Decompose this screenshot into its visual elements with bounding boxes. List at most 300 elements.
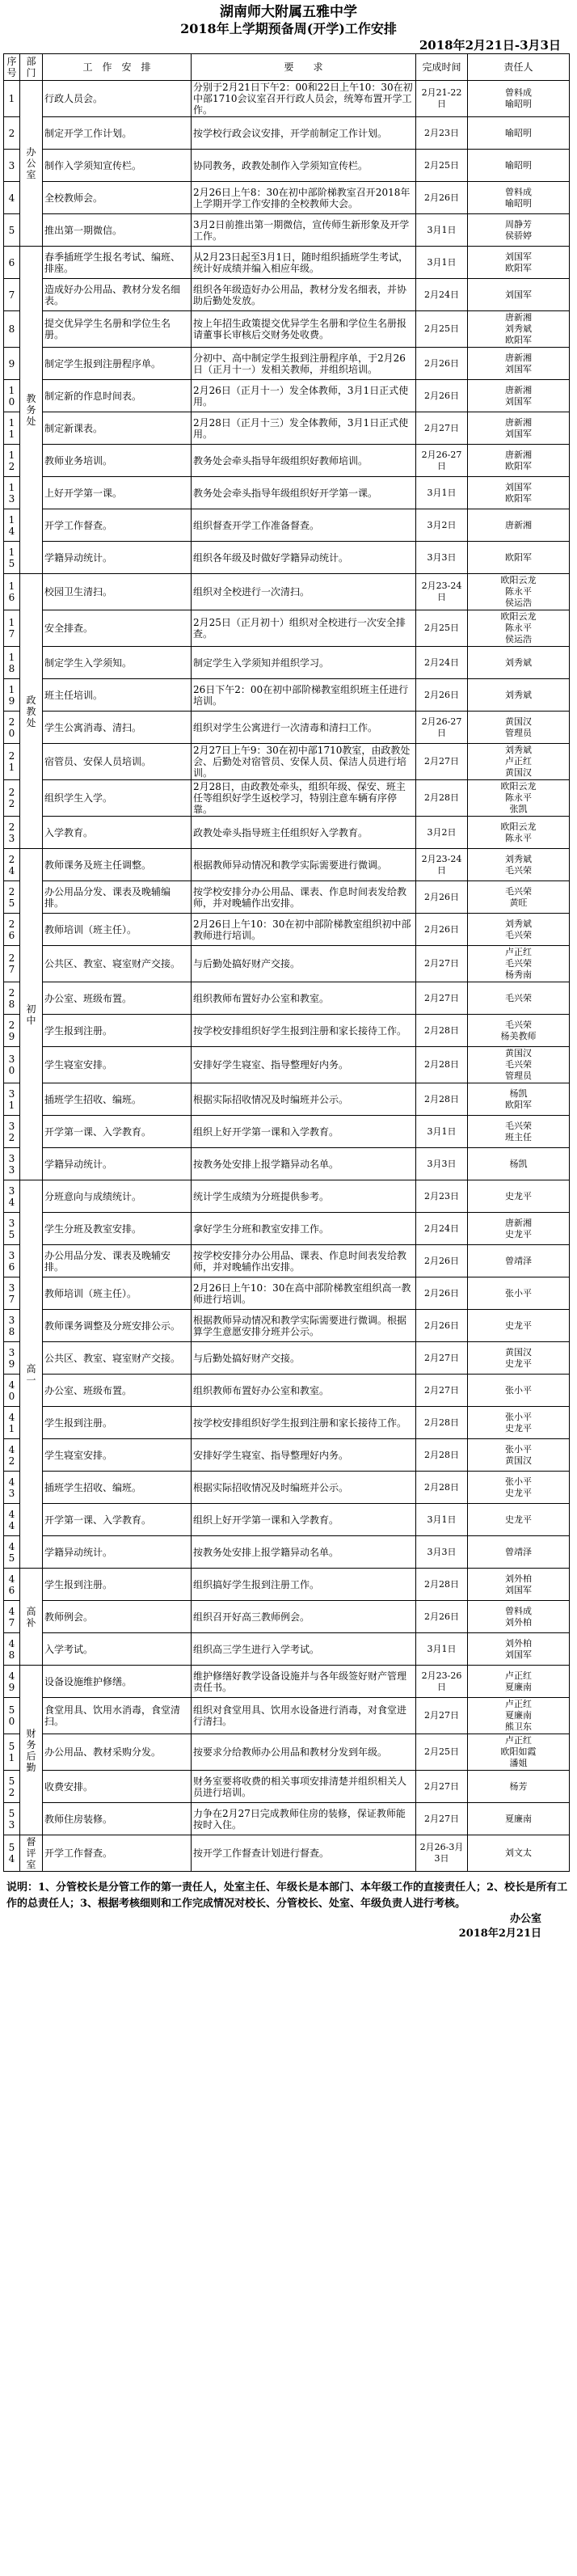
table-row bbox=[4, 1504, 570, 1536]
responsible-cell: 欧阳云龙 陈永平 张凯 bbox=[468, 780, 570, 817]
row-number: 30 bbox=[4, 1047, 20, 1083]
completion-time-cell: 3月1日 bbox=[416, 1504, 468, 1536]
completion-time-cell: 2月27日 bbox=[416, 946, 468, 982]
completion-time-cell: 2月28日 bbox=[416, 780, 468, 817]
table-row bbox=[4, 1116, 570, 1148]
requirement-cell: 与后勤处搞好财产交接。 bbox=[192, 1342, 416, 1375]
responsible-cell: 史龙平 bbox=[468, 1310, 570, 1342]
row-number: 45 bbox=[4, 1536, 20, 1569]
completion-time-cell: 2月23日 bbox=[416, 1180, 468, 1213]
responsible-cell: 毛兴荣 bbox=[468, 982, 570, 1015]
table-row bbox=[4, 1633, 570, 1666]
document-title: 2018年上学期预备周(开学)工作安排 bbox=[180, 21, 397, 36]
department-cell: 办 公 室 bbox=[20, 81, 43, 247]
task-cell: 制定开学工作计划。 bbox=[43, 117, 192, 150]
row-number: 42 bbox=[4, 1439, 20, 1472]
row-number: 1 bbox=[4, 81, 20, 117]
task-cell: 学生寝室安排。 bbox=[43, 1047, 192, 1083]
table-row bbox=[4, 1047, 570, 1083]
task-cell: 教师培训（班主任）。 bbox=[43, 1277, 192, 1310]
row-number: 8 bbox=[4, 311, 20, 348]
completion-time-cell: 2月28日 bbox=[416, 1407, 468, 1439]
responsible-cell: 刘秀斌 卢正红 黄国汉 bbox=[468, 744, 570, 780]
row-number: 28 bbox=[4, 982, 20, 1015]
completion-time-cell: 3月2日 bbox=[416, 817, 468, 849]
row-number: 36 bbox=[4, 1245, 20, 1277]
completion-time-cell: 3月1日 bbox=[416, 247, 468, 279]
responsible-cell: 刘外柏 刘国军 bbox=[468, 1569, 570, 1601]
completion-time-cell: 2月28日 bbox=[416, 1439, 468, 1472]
requirement-cell: 组织上好开学第一课和入学教育。 bbox=[192, 1116, 416, 1148]
responsible-cell: 黄国汉 管理员 bbox=[468, 712, 570, 744]
row-number: 26 bbox=[4, 914, 20, 946]
table-row bbox=[4, 1083, 570, 1116]
col-header-time: 完成时间 bbox=[416, 54, 468, 81]
completion-time-cell: 2月23日 bbox=[416, 117, 468, 150]
task-cell: 制定新课表。 bbox=[43, 412, 192, 445]
responsible-cell: 史龙平 bbox=[468, 1180, 570, 1213]
task-cell: 插班学生招收、编班。 bbox=[43, 1472, 192, 1504]
responsible-cell: 刘国军 欧阳军 bbox=[468, 477, 570, 509]
task-cell: 校园卫生清扫。 bbox=[43, 574, 192, 610]
footer-office: 办公室 bbox=[509, 1913, 541, 1925]
requirement-cell: 2月25日（正月初十）组织对全校进行一次安全排查。 bbox=[192, 610, 416, 647]
requirement-cell: 力争在2月27日完成教师住房的装修，保证教师能按时入住。 bbox=[192, 1803, 416, 1835]
task-cell: 设备设施维护修缮。 bbox=[43, 1666, 192, 1698]
task-cell: 班主任培训。 bbox=[43, 679, 192, 712]
task-cell: 分班意向与成绩统计。 bbox=[43, 1180, 192, 1213]
responsible-cell: 曾靖泽 bbox=[468, 1245, 570, 1277]
table-row bbox=[4, 1472, 570, 1504]
responsible-cell: 黄国汉 毛兴荣 管理员 bbox=[468, 1047, 570, 1083]
table-row bbox=[4, 311, 570, 348]
table-row bbox=[4, 1407, 570, 1439]
col-header-dept: 部门 bbox=[20, 54, 43, 81]
task-cell: 教师住房装修。 bbox=[43, 1803, 192, 1835]
table-row bbox=[4, 1601, 570, 1633]
schedule-body bbox=[4, 81, 570, 1872]
row-number: 7 bbox=[4, 279, 20, 311]
row-number: 32 bbox=[4, 1116, 20, 1148]
responsible-cell: 刘外柏 刘国军 bbox=[468, 1633, 570, 1666]
task-cell: 学籍异动统计。 bbox=[43, 542, 192, 574]
requirement-cell: 组织高三学生进行入学考试。 bbox=[192, 1633, 416, 1666]
task-cell: 教师培训（班主任）。 bbox=[43, 914, 192, 946]
row-number: 2 bbox=[4, 117, 20, 150]
task-cell: 组织学生入学。 bbox=[43, 780, 192, 817]
row-number: 50 bbox=[4, 1698, 20, 1734]
table-row bbox=[4, 445, 570, 477]
completion-time-cell: 3月1日 bbox=[416, 477, 468, 509]
row-number: 20 bbox=[4, 712, 20, 744]
completion-time-cell: 3月1日 bbox=[416, 214, 468, 247]
table-row bbox=[4, 849, 570, 881]
requirement-cell: 26日下午2：00在初中部阶梯教室组织班主任进行培训。 bbox=[192, 679, 416, 712]
table-row bbox=[4, 1342, 570, 1375]
completion-time-cell: 2月26-3月3日 bbox=[416, 1835, 468, 1872]
row-number: 6 bbox=[4, 247, 20, 279]
row-number: 10 bbox=[4, 380, 20, 412]
col-header-task: 工 作 安 排 bbox=[43, 54, 192, 81]
responsible-cell: 周静芳 侯骄婷 bbox=[468, 214, 570, 247]
table-row bbox=[4, 712, 570, 744]
completion-time-cell: 2月23-26日 bbox=[416, 1666, 468, 1698]
table-row bbox=[4, 1148, 570, 1180]
table-row bbox=[4, 380, 570, 412]
responsible-cell: 欧阳军 bbox=[468, 542, 570, 574]
requirement-cell: 按学校安排组织好学生报到注册和家长接待工作。 bbox=[192, 1015, 416, 1047]
completion-time-cell: 2月27日 bbox=[416, 744, 468, 780]
requirement-cell: 组织搞好学生报到注册工作。 bbox=[192, 1569, 416, 1601]
responsible-cell: 张小平 bbox=[468, 1277, 570, 1310]
requirement-cell: 2月28日（正月十三）发全体教师，3月1日正式使用。 bbox=[192, 412, 416, 445]
responsible-cell: 曾靖泽 bbox=[468, 1536, 570, 1569]
requirement-cell: 统计学生成绩为分班提供参考。 bbox=[192, 1180, 416, 1213]
table-row bbox=[4, 1245, 570, 1277]
responsible-cell: 毛兴荣 黄旺 bbox=[468, 881, 570, 914]
completion-time-cell: 2月26日 bbox=[416, 1277, 468, 1310]
responsible-cell: 毛兴荣 杨美教师 bbox=[468, 1015, 570, 1047]
table-row bbox=[4, 1771, 570, 1803]
row-number: 11 bbox=[4, 412, 20, 445]
completion-time-cell: 2月26日 bbox=[416, 1245, 468, 1277]
task-cell: 学籍异动统计。 bbox=[43, 1536, 192, 1569]
row-number: 24 bbox=[4, 849, 20, 881]
task-cell: 开学第一课、入学教育。 bbox=[43, 1504, 192, 1536]
task-cell: 食堂用具、饮用水消毒，食堂清扫。 bbox=[43, 1698, 192, 1734]
table-row bbox=[4, 1569, 570, 1601]
table-row bbox=[4, 1213, 570, 1245]
requirement-cell: 分别于2月21日下午2：00和22日上午10：30在初中部1710会议室召开行政人员会，统筹布置开学工作。 bbox=[192, 81, 416, 117]
task-cell: 公共区、教室、寝室财产交接。 bbox=[43, 946, 192, 982]
row-number: 33 bbox=[4, 1148, 20, 1180]
completion-time-cell: 2月26日 bbox=[416, 881, 468, 914]
table-row bbox=[4, 279, 570, 311]
table-row bbox=[4, 574, 570, 610]
row-number: 44 bbox=[4, 1504, 20, 1536]
requirement-cell: 制定学生入学须知并组织学习。 bbox=[192, 647, 416, 679]
requirement-cell: 2月26日（正月十一）发全体教师，3月1日正式使用。 bbox=[192, 380, 416, 412]
task-cell: 制定学生报到注册程序单。 bbox=[43, 348, 192, 380]
table-row bbox=[4, 1536, 570, 1569]
task-cell: 教师课务调整及分班安排公示。 bbox=[43, 1310, 192, 1342]
task-cell: 学生分班及教室安排。 bbox=[43, 1213, 192, 1245]
row-number: 14 bbox=[4, 509, 20, 542]
row-number: 25 bbox=[4, 881, 20, 914]
requirement-cell: 教务处会牵头指导年级组织好教师培训。 bbox=[192, 445, 416, 477]
footer-note: 说明：1、分管校长是分管工作的第一责任人，处室主任、年级长是本部门、本年级工作的直接责任人；2、校长是所有工作的总责任人；3、根据考核细则和工作完成情况对校长、分管校长、处室、年级负责人进行考核。 bbox=[6, 1881, 568, 1910]
completion-time-cell: 2月26日 bbox=[416, 380, 468, 412]
task-cell: 学生寝室安排。 bbox=[43, 1439, 192, 1472]
col-header-no: 序号 bbox=[4, 54, 20, 81]
task-cell: 上好开学第一课。 bbox=[43, 477, 192, 509]
completion-time-cell: 2月25日 bbox=[416, 610, 468, 647]
row-number: 51 bbox=[4, 1734, 20, 1771]
row-number: 37 bbox=[4, 1277, 20, 1310]
requirement-cell: 组织督查开学工作准备督查。 bbox=[192, 509, 416, 542]
task-cell: 行政人员会。 bbox=[43, 81, 192, 117]
task-cell: 推出第一期微信。 bbox=[43, 214, 192, 247]
requirement-cell: 按教务处安排上报学籍异动名单。 bbox=[192, 1536, 416, 1569]
completion-time-cell: 2月27日 bbox=[416, 1771, 468, 1803]
completion-time-cell: 2月27日 bbox=[416, 1375, 468, 1407]
task-cell: 入学教育。 bbox=[43, 817, 192, 849]
row-number: 4 bbox=[4, 182, 20, 214]
task-cell: 办公用品分发、课表及晚辅安排。 bbox=[43, 1245, 192, 1277]
table-row bbox=[4, 1835, 570, 1872]
requirement-cell: 根据教师异动情况和教学实际需要进行微调。根据算学生意愿安排分班并公示。 bbox=[192, 1310, 416, 1342]
row-number: 22 bbox=[4, 780, 20, 817]
row-number: 21 bbox=[4, 744, 20, 780]
row-number: 46 bbox=[4, 1569, 20, 1601]
responsible-cell: 刘国军 欧阳军 bbox=[468, 247, 570, 279]
completion-time-cell: 2月25日 bbox=[416, 311, 468, 348]
requirement-cell: 按上年招生政策提交优异学生名册和学位生名册报请董事长审核后交财务处收费。 bbox=[192, 311, 416, 348]
row-number: 19 bbox=[4, 679, 20, 712]
row-number: 40 bbox=[4, 1375, 20, 1407]
task-cell: 全校教师会。 bbox=[43, 182, 192, 214]
responsible-cell: 曾料成 刘外柏 bbox=[468, 1601, 570, 1633]
requirement-cell: 按学校安排分办公用品、课表、作息时间表发给教师，并对晚辅作出安排。 bbox=[192, 1245, 416, 1277]
table-row bbox=[4, 1375, 570, 1407]
task-cell: 插班学生招收、编班。 bbox=[43, 1083, 192, 1116]
task-cell: 学生报到注册。 bbox=[43, 1015, 192, 1047]
requirement-cell: 组织对全校进行一次清扫。 bbox=[192, 574, 416, 610]
completion-time-cell: 3月1日 bbox=[416, 1116, 468, 1148]
footer-date: 2018年2月21日 bbox=[458, 1928, 541, 1940]
responsible-cell: 唐新湘 刘国军 bbox=[468, 412, 570, 445]
department-cell: 高 补 bbox=[20, 1569, 43, 1666]
completion-time-cell: 2月27日 bbox=[416, 1803, 468, 1835]
responsible-cell: 张小平 史龙平 bbox=[468, 1407, 570, 1439]
completion-time-cell: 2月27日 bbox=[416, 1342, 468, 1375]
completion-time-cell: 2月26-27日 bbox=[416, 445, 468, 477]
task-cell: 宿管员、安保人员培训。 bbox=[43, 744, 192, 780]
department-cell: 督 评 室 bbox=[20, 1835, 43, 1872]
completion-time-cell: 2月25日 bbox=[416, 150, 468, 182]
responsible-cell: 曾料成 喻昭明 bbox=[468, 182, 570, 214]
table-row bbox=[4, 509, 570, 542]
responsible-cell: 杨凯 bbox=[468, 1148, 570, 1180]
responsible-cell: 曾料成 喻昭明 bbox=[468, 81, 570, 117]
row-number: 18 bbox=[4, 647, 20, 679]
row-number: 35 bbox=[4, 1213, 20, 1245]
requirement-cell: 组织上好开学第一课和入学教育。 bbox=[192, 1504, 416, 1536]
row-number: 47 bbox=[4, 1601, 20, 1633]
row-number: 39 bbox=[4, 1342, 20, 1375]
completion-time-cell: 2月27日 bbox=[416, 982, 468, 1015]
task-cell: 学生报到注册。 bbox=[43, 1407, 192, 1439]
completion-time-cell: 2月24日 bbox=[416, 1213, 468, 1245]
completion-time-cell: 2月21-22日 bbox=[416, 81, 468, 117]
responsible-cell: 夏廉南 bbox=[468, 1803, 570, 1835]
responsible-cell: 刘秀斌 毛兴荣 bbox=[468, 849, 570, 881]
responsible-cell: 刘国军 bbox=[468, 279, 570, 311]
responsible-cell: 唐新湘 bbox=[468, 509, 570, 542]
requirement-cell: 组织各年级造好办公用品，教材分发名细表，并协助后勤处发放。 bbox=[192, 279, 416, 311]
requirement-cell: 组织教师布置好办公室和教室。 bbox=[192, 1375, 416, 1407]
task-cell: 造成好办公用品、教材分发名细表。 bbox=[43, 279, 192, 311]
department-cell: 财 务 后 勤 bbox=[20, 1666, 43, 1835]
requirement-cell: 组织各年级及时做好学籍异动统计。 bbox=[192, 542, 416, 574]
requirement-cell: 根据实际招收情况及时编班并公示。 bbox=[192, 1083, 416, 1116]
requirement-cell: 按要求分给教师办公用品和教材分发到年级。 bbox=[192, 1734, 416, 1771]
col-header-responsible: 责任人 bbox=[468, 54, 570, 81]
task-cell: 制定学生入学须知。 bbox=[43, 647, 192, 679]
row-number: 16 bbox=[4, 574, 20, 610]
completion-time-cell: 2月27日 bbox=[416, 412, 468, 445]
table-row bbox=[4, 1666, 570, 1698]
responsible-cell: 唐新湘 刘国军 bbox=[468, 380, 570, 412]
task-cell: 教师课务及班主任调整。 bbox=[43, 849, 192, 881]
responsible-cell: 唐新湘 刘国军 bbox=[468, 348, 570, 380]
responsible-cell: 张小平 bbox=[468, 1375, 570, 1407]
schedule-table bbox=[3, 53, 570, 1872]
task-cell: 制作入学须知宣传栏。 bbox=[43, 150, 192, 182]
responsible-cell: 卢正红 夏廉南 bbox=[468, 1666, 570, 1698]
school-name: 湖南师大附属五雅中学 bbox=[220, 4, 357, 20]
completion-time-cell: 2月27日 bbox=[416, 1698, 468, 1734]
task-cell: 收费安排。 bbox=[43, 1771, 192, 1803]
task-cell: 开学第一课、入学教育。 bbox=[43, 1116, 192, 1148]
table-row bbox=[4, 780, 570, 817]
table-row bbox=[4, 348, 570, 380]
responsible-cell: 毛兴荣 班主任 bbox=[468, 1116, 570, 1148]
responsible-cell: 刘文太 bbox=[468, 1835, 570, 1872]
table-row bbox=[4, 1180, 570, 1213]
responsible-cell: 唐新湘 刘秀斌 欧阳军 bbox=[468, 311, 570, 348]
responsible-cell: 杨凯 欧阳军 bbox=[468, 1083, 570, 1116]
completion-time-cell: 3月3日 bbox=[416, 1536, 468, 1569]
completion-time-cell: 2月28日 bbox=[416, 1083, 468, 1116]
task-cell: 制定新的作息时间表。 bbox=[43, 380, 192, 412]
task-cell: 办公室、班级布置。 bbox=[43, 982, 192, 1015]
table-row bbox=[4, 542, 570, 574]
row-number: 5 bbox=[4, 214, 20, 247]
completion-time-cell: 3月1日 bbox=[416, 1633, 468, 1666]
responsible-cell: 杨芳 bbox=[468, 1771, 570, 1803]
completion-time-cell: 2月26日 bbox=[416, 679, 468, 712]
requirement-cell: 按学校安排分办公用品、课表、作息时间表发给教师，并对晚辅作出安排。 bbox=[192, 881, 416, 914]
completion-time-cell: 2月23-24日 bbox=[416, 574, 468, 610]
table-header-row bbox=[4, 54, 570, 81]
table-row bbox=[4, 679, 570, 712]
completion-time-cell: 2月28日 bbox=[416, 1015, 468, 1047]
row-number: 41 bbox=[4, 1407, 20, 1439]
responsible-cell: 卢正红 夏廉南 熊卫东 bbox=[468, 1698, 570, 1734]
row-number: 31 bbox=[4, 1083, 20, 1116]
col-header-requirement: 要 求 bbox=[192, 54, 416, 81]
row-number: 12 bbox=[4, 445, 20, 477]
task-cell: 办公用品分发、课表及晚辅编排。 bbox=[43, 881, 192, 914]
task-cell: 安全排查。 bbox=[43, 610, 192, 647]
table-row bbox=[4, 117, 570, 150]
row-number: 34 bbox=[4, 1180, 20, 1213]
responsible-cell: 黄国汉 史龙平 bbox=[468, 1342, 570, 1375]
requirement-cell: 按学校行政会议安排，开学前制定工作计划。 bbox=[192, 117, 416, 150]
requirement-cell: 按学校安排组织好学生报到注册和家长接待工作。 bbox=[192, 1407, 416, 1439]
requirement-cell: 组织召开好高三教师例会。 bbox=[192, 1601, 416, 1633]
responsible-cell: 史龙平 bbox=[468, 1504, 570, 1536]
requirement-cell: 安排好学生寝室、指导整理好内务。 bbox=[192, 1439, 416, 1472]
completion-time-cell: 2月23-24日 bbox=[416, 849, 468, 881]
department-cell: 政 教 处 bbox=[20, 574, 43, 849]
table-row bbox=[4, 150, 570, 182]
table-row bbox=[4, 744, 570, 780]
row-number: 29 bbox=[4, 1015, 20, 1047]
row-number: 23 bbox=[4, 817, 20, 849]
table-row bbox=[4, 81, 570, 117]
completion-time-cell: 3月3日 bbox=[416, 542, 468, 574]
table-row bbox=[4, 1439, 570, 1472]
requirement-cell: 2月26日上午8：30在初中部阶梯教室召开2018年上学期开学工作安排的全校教师大会。 bbox=[192, 182, 416, 214]
row-number: 38 bbox=[4, 1310, 20, 1342]
task-cell: 公共区、教室、寝室财产交接。 bbox=[43, 1342, 192, 1375]
completion-time-cell: 2月26日 bbox=[416, 1310, 468, 1342]
responsible-cell: 刘秀斌 毛兴荣 bbox=[468, 914, 570, 946]
completion-time-cell: 2月24日 bbox=[416, 279, 468, 311]
requirement-cell: 从2月23日起至3月1日，随时组织插班学生考试，统计好成绩并编入相应年级。 bbox=[192, 247, 416, 279]
row-number: 43 bbox=[4, 1472, 20, 1504]
task-cell: 入学考试。 bbox=[43, 1633, 192, 1666]
date-range: 2018年2月21日-3月3日 bbox=[419, 38, 561, 53]
responsible-cell: 刘秀斌 bbox=[468, 647, 570, 679]
table-row bbox=[4, 914, 570, 946]
table-row bbox=[4, 647, 570, 679]
responsible-cell: 欧阳云龙 陈永平 bbox=[468, 817, 570, 849]
responsible-cell: 张小平 黄国汉 bbox=[468, 1439, 570, 1472]
completion-time-cell: 2月25日 bbox=[416, 1734, 468, 1771]
responsible-cell: 欧阳云龙 陈永平 侯运浩 bbox=[468, 610, 570, 647]
responsible-cell: 欧阳云龙 陈永平 侯运浩 bbox=[468, 574, 570, 610]
table-row bbox=[4, 1310, 570, 1342]
requirement-cell: 拿好学生分班和教室安排工作。 bbox=[192, 1213, 416, 1245]
task-cell: 学生公寓消毒、清扫。 bbox=[43, 712, 192, 744]
task-cell: 教师业务培训。 bbox=[43, 445, 192, 477]
requirement-cell: 安排好学生寝室、指导整理好内务。 bbox=[192, 1047, 416, 1083]
table-row bbox=[4, 247, 570, 279]
completion-time-cell: 2月26-27日 bbox=[416, 712, 468, 744]
requirement-cell: 按开学工作督查计划进行督查。 bbox=[192, 1835, 416, 1872]
requirement-cell: 2月26日上午10：30在高中部阶梯教室组织高一教师进行培训。 bbox=[192, 1277, 416, 1310]
table-row bbox=[4, 1734, 570, 1771]
completion-time-cell: 2月26日 bbox=[416, 914, 468, 946]
table-row bbox=[4, 214, 570, 247]
requirement-cell: 组织教师布置好办公室和教室。 bbox=[192, 982, 416, 1015]
completion-time-cell: 3月2日 bbox=[416, 509, 468, 542]
task-cell: 开学工作督查。 bbox=[43, 1835, 192, 1872]
requirement-cell: 维护修缮好教学设备设施并与各年级签好财产管理责任书。 bbox=[192, 1666, 416, 1698]
requirement-cell: 根据实际招收情况及时编班并公示。 bbox=[192, 1472, 416, 1504]
completion-time-cell: 3月3日 bbox=[416, 1148, 468, 1180]
task-cell: 办公用品、教材采购分发。 bbox=[43, 1734, 192, 1771]
row-number: 52 bbox=[4, 1771, 20, 1803]
responsible-cell: 卢正红 欧阳如霞 潘姐 bbox=[468, 1734, 570, 1771]
table-row bbox=[4, 182, 570, 214]
task-cell: 教师例会。 bbox=[43, 1601, 192, 1633]
table-row bbox=[4, 982, 570, 1015]
requirement-cell: 3月2日前推出第一期微信，宣传师生新形象及开学工作。 bbox=[192, 214, 416, 247]
responsible-cell: 张小平 史龙平 bbox=[468, 1472, 570, 1504]
responsible-cell: 喻昭明 bbox=[468, 150, 570, 182]
requirement-cell: 按教务处安排上报学籍异动名单。 bbox=[192, 1148, 416, 1180]
table-row bbox=[4, 412, 570, 445]
table-row bbox=[4, 881, 570, 914]
department-cell: 高 一 bbox=[20, 1180, 43, 1569]
table-row bbox=[4, 1015, 570, 1047]
row-number: 17 bbox=[4, 610, 20, 647]
requirement-cell: 教务处会牵头指导年级组织好开学第一课。 bbox=[192, 477, 416, 509]
